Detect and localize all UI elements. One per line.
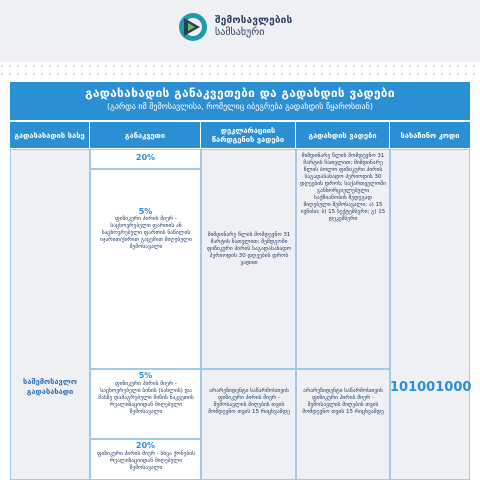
treasury-code: 101001000	[390, 380, 472, 395]
rate-5-b-description: ფიზიკური პირის მიერ - საცხოვრებელი ბინის (სახლის) და მასზე დამაგრებული მიწის ნაკვეთის რეალიზაციიდან მიღებული შემოსავალი	[98, 381, 194, 415]
logo-text-line2: სამსახური	[215, 27, 265, 38]
rate-5-a-description: ფიზიკური პირის მიერ - საცხოვრებელი ფართის ან საცხოვრებელი ფართის ნაწილის იჯარით/ქირით გაცემით მიღებული შემოსავალი	[100, 216, 192, 250]
declaration-b-text: არარეზიდენტი საწარმოსთვის ფიზიკური პირის მიერ - შემოსავლის მიღების თვის მომდევნო თვის 15 რიცხვამდე	[208, 388, 290, 415]
column-header-tax-type: გადასახადის სახე	[10, 122, 89, 148]
payment-b-text: არარეზიდენტი საწარმოსთვის ფიზიკური პირის მიერ - შემოსავლის მიღების თვის მომდევნო თვის 15 რიცხვამდე	[302, 388, 384, 415]
column-header-declaration: დეკლარაციის წარდგენის ვადები	[201, 122, 295, 148]
column-header-payment: გადახდის ვადები	[296, 122, 389, 148]
payment-a-text: მიმდინარე წლის მომდევნო 31 მარტის ჩათვლით; მიმდინარე წლის ბოლო ფიზიკური პირის საგადასახადო პერიოდის 30 დღეების დროს; საქართველოში განხორციელებული საქმიანობის შედეგად მიღებული შემოსავალი; ა) 15 ივნისი; ბ) 15 სექტემბერი; გ) 15 დეკემბერი	[300, 153, 386, 222]
banner-subtitle: (გარდა იმ შემოსავლისა, რომელიც იბეგრება გადახდის წყაროსთან)	[107, 102, 373, 111]
declaration-a-text: მიმდინარე წლის მომდევნო 31 მარტის ჩათვლით; შემდგომი ფიზიკური პირის საგადასახადო პერიოდის 30 დღეების დროს ვადით	[206, 232, 292, 266]
rate-5-b: 5%	[138, 371, 153, 380]
declaration-row-b	[201, 369, 296, 480]
dotted-divider	[0, 64, 480, 80]
revenue-service-logo[interactable]	[178, 12, 292, 42]
treasury-code-column	[390, 149, 470, 480]
title-banner	[10, 82, 470, 120]
payment-row-b	[296, 369, 390, 480]
column-header-rate: განაკვეთი	[90, 122, 200, 148]
rate-row-a	[90, 169, 201, 369]
logo-text-line1: შემოსავლების	[215, 15, 293, 26]
rate-20-bottom-description: ფიზიკური პირის მიერ - სხვა ქონების რეალიზაციიდან მიღებული შემოსავალი	[97, 451, 195, 471]
rate-20-top: 20%	[135, 153, 156, 162]
tax-type-name: საშემოსავლო გადასახადი	[23, 377, 77, 396]
column-header-treasury-code: სახაზინო კოდი	[390, 122, 470, 148]
banner-title: გადასახადის განაკვეთები და გადახდის ვადები	[85, 86, 395, 100]
logo-mark-icon	[178, 12, 208, 42]
rate-5-a: 5%	[138, 207, 153, 216]
rate-20-bottom: 20%	[135, 441, 156, 450]
site-header	[0, 0, 480, 62]
tax-type-column	[10, 149, 90, 480]
